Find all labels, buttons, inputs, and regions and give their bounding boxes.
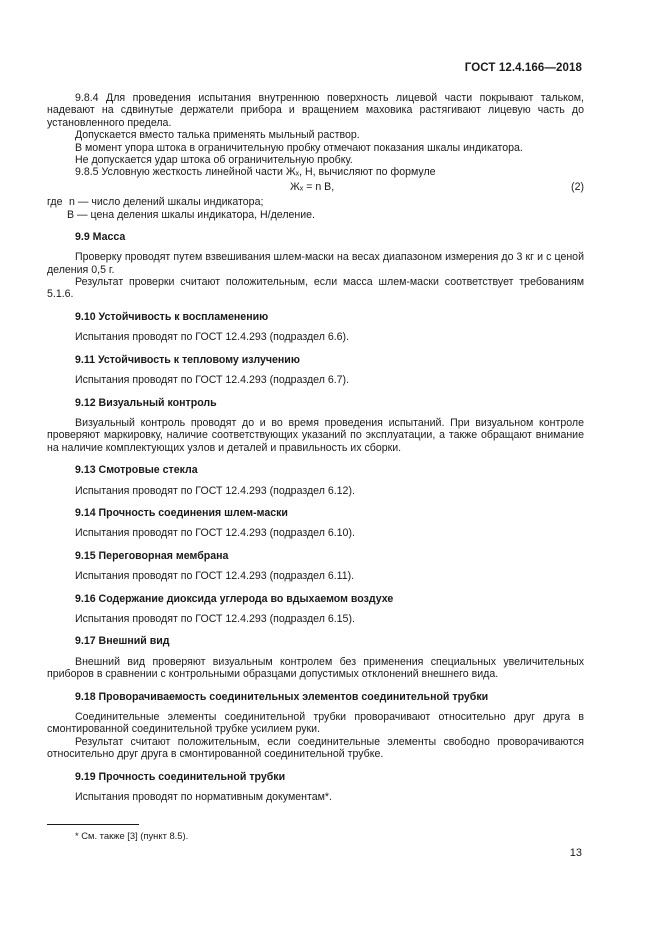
para-9-12: Визуальный контроль проводят до и во время проведения испытаний. При визуальном контроле проверяют маркировку, наличие соответствующих указаний по эксплуатации, а также обращают внимание на наличие комплектующих узлов и деталей и правильность их сборки. (47, 416, 584, 454)
para-9-19: Испытания проводят по нормативным документам*. (75, 791, 332, 804)
para-9-9-2: Результат проверки считают положительным, если масса шлем-маски соответствует требованиям 5.1.6. (47, 276, 584, 301)
para-9-17: Внешний вид проверяют визуальным контролем без применения специальных увеличительных приборов в сравнении с контрольными образцами допустимых отклонений внешнего вида. (47, 655, 584, 681)
footnote-divider (47, 824, 139, 825)
heading-9-9: 9.9 Масса (75, 230, 126, 243)
para-9-15: Испытания проводят по ГОСТ 12.4.293 (подраздел 6.11). (75, 570, 355, 583)
definition-n (47, 196, 584, 209)
heading-9-10: 9.10 Устойчивость к воспламенению (75, 310, 269, 323)
para-9-9-1: Проверку проводят путем взвешивания шлем-маски на весах диапазоном измерения до 3 кг и с ценой деления 0,5 г. (47, 251, 584, 276)
definition-b-text: B — цена деления шкалы индикатора, Н/деление. (67, 208, 315, 221)
definition-n-text: n — число делений шкалы индикатора; (69, 195, 264, 208)
footnote: * См. также [3] (пункт 8.5). (75, 830, 189, 841)
para-9-14: Испытания проводят по ГОСТ 12.4.293 (подраздел 6.10). (75, 527, 355, 540)
heading-9-13: 9.13 Смотровые стекла (75, 464, 198, 477)
para-9-13: Испытания проводят по ГОСТ 12.4.293 (подраздел 6.12). (75, 484, 355, 497)
para-9-18-2: Результат считают положительным, если соединительные элементы свободно проворачиваются относительно друг друга в смонтированной соединительной трубке. (47, 735, 584, 761)
para-9-11: Испытания проводят по ГОСТ 12.4.293 (подраздел 6.7). (75, 374, 350, 387)
para-9-18-1: Соединительные элементы соединительной трубки проворачивают относительно друг друга в смонтированной соединительной трубке усилием руки. (47, 711, 584, 736)
para-soap: Допускается вместо талька применять мыльный раствор. (75, 129, 360, 142)
document-code: ГОСТ 12.4.166—2018 (464, 62, 582, 74)
para-9-8-5: 9.8.5 Условную жесткость линейной части Жₓ, Н, вычисляют по формуле (75, 166, 436, 179)
para-stop-moment: В момент упора штока в ограничительную пробку отмечают показания шкалы индикатора. (75, 141, 523, 154)
para-9-16: Испытания проводят по ГОСТ 12.4.293 (подраздел 6.15). (75, 612, 355, 625)
heading-9-14: 9.14 Прочность соединения шлем-маски (75, 506, 288, 519)
heading-9-12: 9.12 Визуальный контроль (75, 396, 217, 409)
para-9-8-4: 9.8.4 Для проведения испытания внутреннюю поверхность лицевой части покрывают тальком, надевают на сдвинутые держатели прибора и вращением маховика растягивают лицевую часть до установленного предела. (47, 92, 584, 129)
definition-b (47, 209, 584, 223)
heading-9-18: 9.18 Проворачиваемость соединительных элементов соединительной трубки (75, 690, 489, 703)
formula-line (47, 180, 584, 196)
formula-expression: Жₓ = n B, (290, 180, 335, 193)
heading-9-15: 9.15 Переговорная мембрана (75, 549, 229, 562)
where-word: где (47, 195, 63, 208)
formula-number: (2) (571, 180, 584, 193)
para-9-10: Испытания проводят по ГОСТ 12.4.293 (подраздел 6.6). (75, 331, 350, 344)
heading-9-19: 9.19 Прочность соединительной трубки (75, 770, 286, 783)
page-number: 13 (569, 847, 582, 859)
heading-9-16: 9.16 Содержание диоксида углерода во вдыхаемом воздухе (75, 592, 394, 605)
heading-9-11: 9.11 Устойчивость к тепловому излучению (75, 353, 300, 366)
para-no-hit: Не допускается удар штока об ограничительную пробку. (75, 154, 353, 167)
page-body (47, 92, 584, 803)
heading-9-17: 9.17 Внешний вид (75, 635, 170, 648)
